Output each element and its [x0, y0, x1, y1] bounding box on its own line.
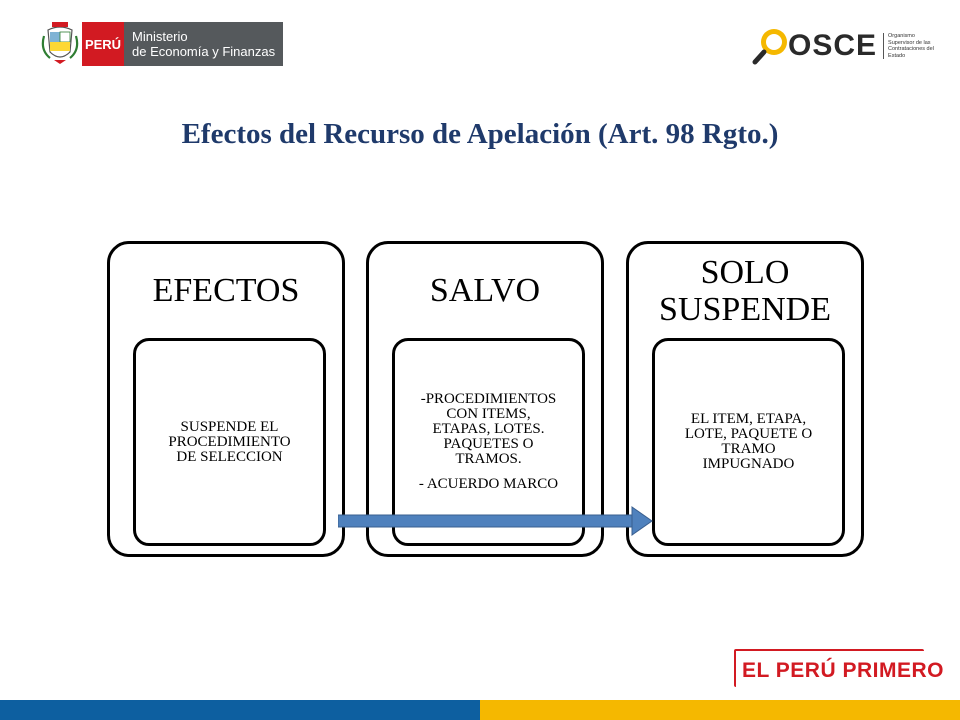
- body-line: - ACUERDO MARCO: [418, 476, 559, 492]
- mef-ministry-label: [124, 22, 283, 66]
- peru-coat-of-arms-icon: [40, 22, 80, 66]
- column-heading: EFECTOS: [152, 272, 300, 309]
- mef-logo: [40, 22, 283, 66]
- column-body-box: [652, 338, 845, 546]
- mef-ministry-line1: Ministerio: [132, 29, 188, 44]
- column-body-box: [133, 338, 326, 546]
- flow-arrow: [338, 506, 654, 536]
- body-line: -PROCEDIMIENTOS: [420, 391, 557, 407]
- slogan-text: EL PERÚ PRIMERO: [742, 659, 944, 682]
- column-efectos: [107, 241, 345, 557]
- body-line: ETAPAS, LOTES.: [432, 421, 545, 437]
- body-line: PROCEDIMIENTO: [168, 433, 291, 450]
- logo-bracket: [734, 649, 924, 687]
- body-line: IMPUGNADO: [702, 456, 795, 472]
- body-line: CON ITEMS,: [446, 406, 531, 422]
- body-line: DE SELECCION: [176, 448, 283, 465]
- osce-logo: [752, 24, 934, 68]
- mef-ministry-line2: de Economía y Finanzas: [132, 44, 276, 59]
- body-line: TRAMOS.: [455, 451, 522, 467]
- column-heading: [629, 254, 861, 328]
- column-heading-line1: SOLO: [700, 254, 790, 291]
- el-peru-primero-logo: [734, 649, 944, 687]
- osce-subtitle: Organismo Supervisor de las Contrataciones del Estado: [883, 33, 934, 59]
- body-line: PAQUETES O: [443, 436, 534, 452]
- column-heading-line2: SUSPENDE: [659, 291, 831, 328]
- bottom-band-blue: [0, 700, 480, 720]
- body-line: LOTE, PAQUETE O: [684, 426, 813, 442]
- osce-name: OSCE: [788, 29, 878, 62]
- column-heading: SALVO: [429, 272, 541, 309]
- body-line: SUSPENDE EL: [180, 418, 279, 435]
- body-line: EL ITEM, ETAPA,: [690, 411, 807, 427]
- magnifier-icon: [752, 24, 792, 68]
- bottom-band-gold: [480, 700, 960, 720]
- column-solo-suspende: [626, 241, 864, 557]
- body-line: TRAMO: [721, 441, 776, 457]
- slide-title: Efectos del Recurso de Apelación (Art. 98 Rgto.): [181, 118, 779, 150]
- mef-country-label: PERÚ: [82, 22, 124, 66]
